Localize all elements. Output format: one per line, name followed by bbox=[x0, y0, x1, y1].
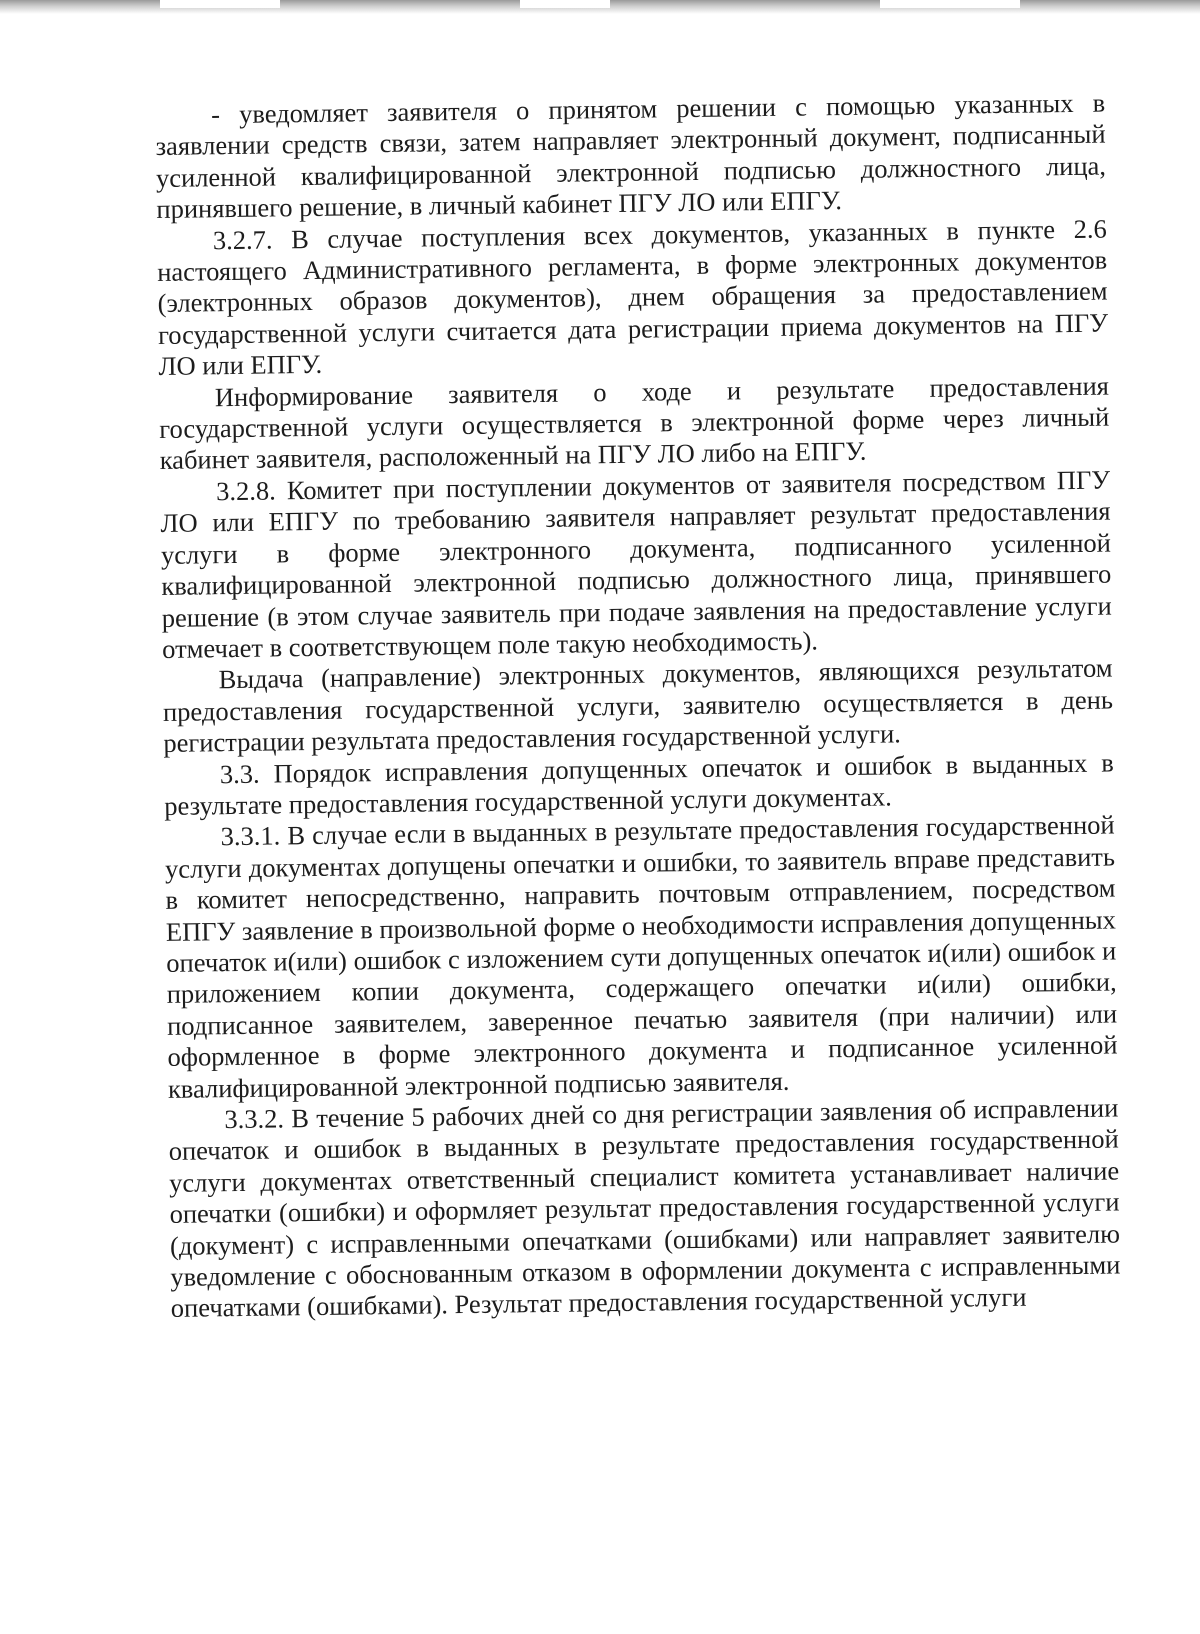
paragraph-3-3: 3.3. Порядок исправления допущенных опечаток и ошибок в выданных в результате предоставления государственной услуги документах. bbox=[164, 747, 1114, 821]
paragraph-informing-applicant: Информирование заявителя о ходе и результате предоставления государственной услуги осуществляется в электронной форме через личный кабинет заявителя, расположенный на ПГУ ЛО либо на ЕПГУ. bbox=[159, 370, 1110, 476]
paragraph-3-2-8: 3.2.8. Комитет при поступлении документов от заявителя посредством ПГУ ЛО или ЕПГУ по требованию заявителя направляет результат предоставления услуги в форме электронного документа, подписанного усиленной квалифицированной электронной подписью должностного лица, принявшего решение (в этом случае заявитель при подаче заявления на предоставление услуги отмечает в соответствующем поле такую необходимость). bbox=[160, 464, 1112, 664]
paragraph-3-3-1: 3.3.1. В случае если в выданных в результате предоставления государственной услуги документах допущены опечатки и ошибки, то заявитель вправе представить в комитет непосредственно, направить почтовым отправлением, посредством ЕПГУ заявление в произвольной форме о необходимости исправления допущенных опечаток и(или) ошибок с изложением сути допущенных опечаток и(или) ошибок и приложением копии документа, содержащего опечатки и(или) ошибки, подписанное заявителем, заверенное печатью заявителя (при наличии) или оформленное в форме электронного документа и подписанное усиленной квалифицированной электронной подписью заявителя. bbox=[164, 809, 1118, 1104]
scan-edge-notch bbox=[880, 0, 1020, 8]
document-page bbox=[155, 88, 1121, 1325]
paragraph-notify-applicant: - уведомляет заявителя о принятом решении с помощью указанных в заявлении средств связи, затем направляет электронный документ, подписанный усиленной квалифицированной электронной подписью должностного лица, принявшего решение, в личный кабинет ПГУ ЛО или ЕПГУ. bbox=[155, 87, 1107, 225]
paragraph-issuance: Выдача (направление) электронных документов, являющихся результатом предоставления государственной услуги, заявителю осуществляется в день регистрации результата предоставления государственной услуги. bbox=[162, 652, 1114, 759]
paragraph-3-3-2: 3.3.2. В течение 5 рабочих дней со дня регистрации заявления об исправлении опечаток и ошибок в выданных в результате предоставления государственной услуги документах ответственный специалист комитета устанавливает наличие опечатки (ошибки) и оформляет результат предоставления государственной услуги (документ) с исправленными опечатками (ошибками) или направляет заявителю уведомление с обоснованным отказом в оформлении документа с исправленными опечатками (ошибками). Результат предоставления государственной услуги bbox=[168, 1092, 1121, 1324]
paragraph-3-2-7: 3.2.7. В случае поступления всех документов, указанных в пункте 2.6 настоящего Административного регламента, в форме электронных документов (электронных образов документов), днем обращения за предоставлением государственной услуги считается дата регистрации приема документов на ПГУ ЛО или ЕПГУ. bbox=[157, 213, 1109, 382]
scan-edge-notch bbox=[160, 0, 280, 8]
scan-edge-notch bbox=[520, 0, 610, 8]
